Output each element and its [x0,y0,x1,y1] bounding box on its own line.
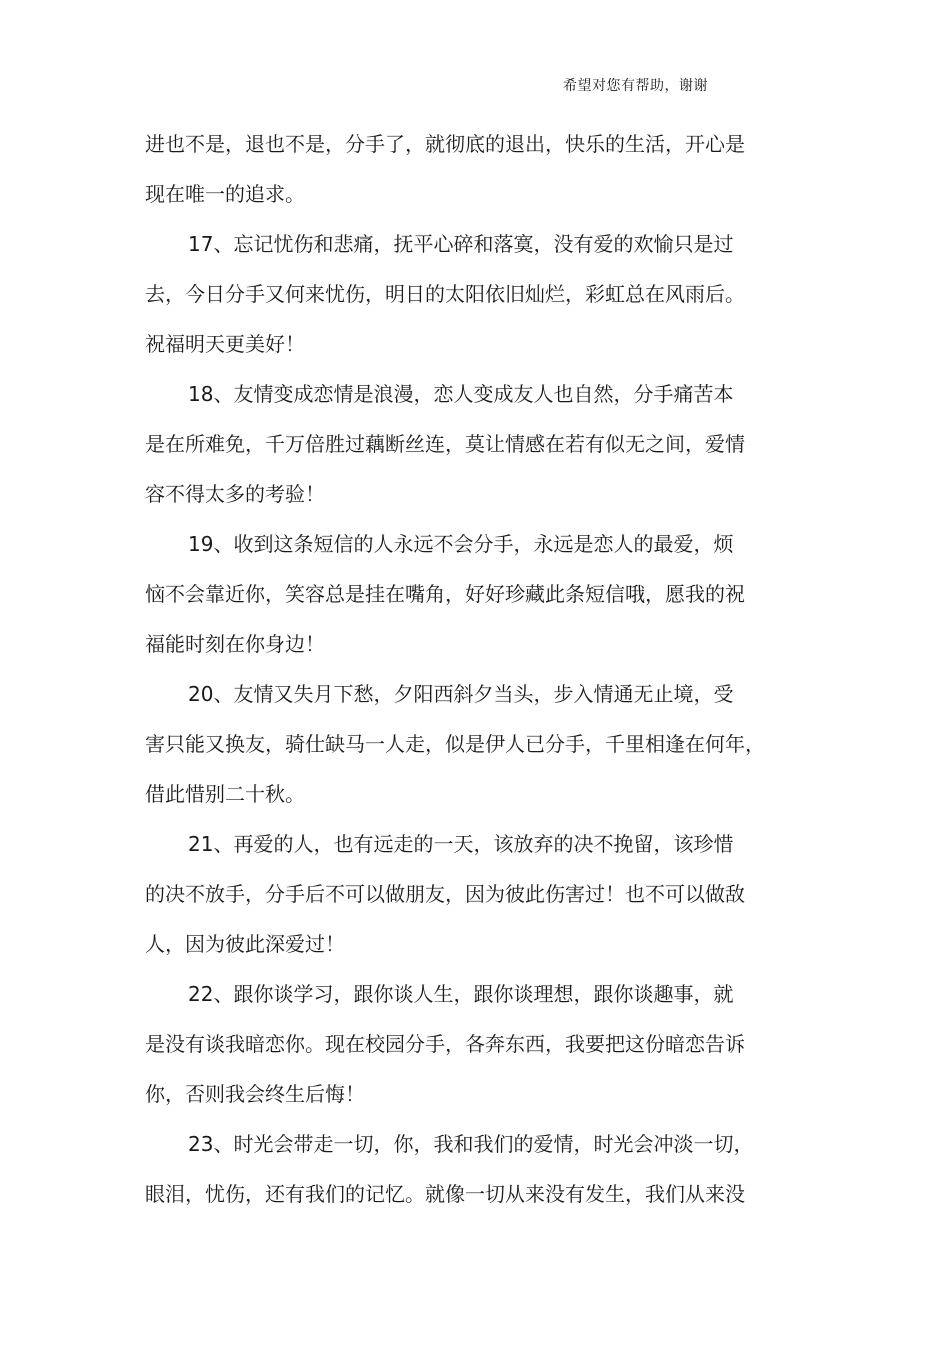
text-line: 是在所难免，千万倍胜过藕断丝连，莫让情感在若有似无之间，爱情 [145,432,745,456]
paragraph-start-19: 19、收到这条短信的人永远不会分手，永远是恋人的最爱，烦 [188,532,734,556]
paragraph-start-18: 18、友情变成恋情是浪漫，恋人变成友人也自然，分手痛苦本 [188,382,734,406]
text-line: 去，今日分手又何来忧伤，明日的太阳依旧灿烂，彩虹总在风雨后。 [145,282,745,306]
text-line: 恼不会靠近你，笑容总是挂在嘴角，好好珍藏此条短信哦，愿我的祝 [145,582,745,606]
text-line: 的决不放手，分手后不可以做朋友，因为彼此伤害过！也不可以做敌 [145,882,745,906]
paragraph-start-21: 21、再爱的人，也有远走的一天，该放弃的决不挽留，该珍惜 [188,832,734,856]
text-line: 是没有谈我暗恋你。现在校园分手，各奔东西，我要把这份暗恋告诉 [145,1032,745,1056]
text-line: 人，因为彼此深爱过！ [145,932,345,956]
paragraph-start-20: 20、友情又失月下愁，夕阳西斜夕当头，步入情通无止境，受 [188,682,734,706]
text-line: 害只能又换友，骑仕缺马一人走，似是伊人已分手，千里相逢在何年， [145,732,765,756]
text-line: 进也不是，退也不是，分手了，就彻底的退出，快乐的生活，开心是 [145,132,745,156]
text-line: 现在唯一的追求。 [145,182,305,206]
text-line: 你，否则我会终生后悔！ [145,1082,365,1106]
text-line: 借此惜别二十秋。 [145,782,305,806]
paragraph-start-17: 17、忘记忧伤和悲痛，抚平心碎和落寞，没有爱的欢愉只是过 [188,232,734,256]
paragraph-start-23: 23、时光会带走一切，你，我和我们的爱情，时光会冲淡一切， [188,1132,754,1156]
text-line: 容不得太多的考验！ [145,482,325,506]
document-body [145,119,795,1219]
page-header: 希望对您有帮助，谢谢 [563,78,708,94]
text-line: 眼泪，忧伤，还有我们的记忆。就像一切从来没有发生，我们从来没 [145,1182,745,1206]
paragraph-start-22: 22、跟你谈学习，跟你谈人生，跟你谈理想，跟你谈趣事，就 [188,982,734,1006]
text-line: 福能时刻在你身边！ [145,632,325,656]
text-line: 祝福明天更美好！ [145,332,305,356]
